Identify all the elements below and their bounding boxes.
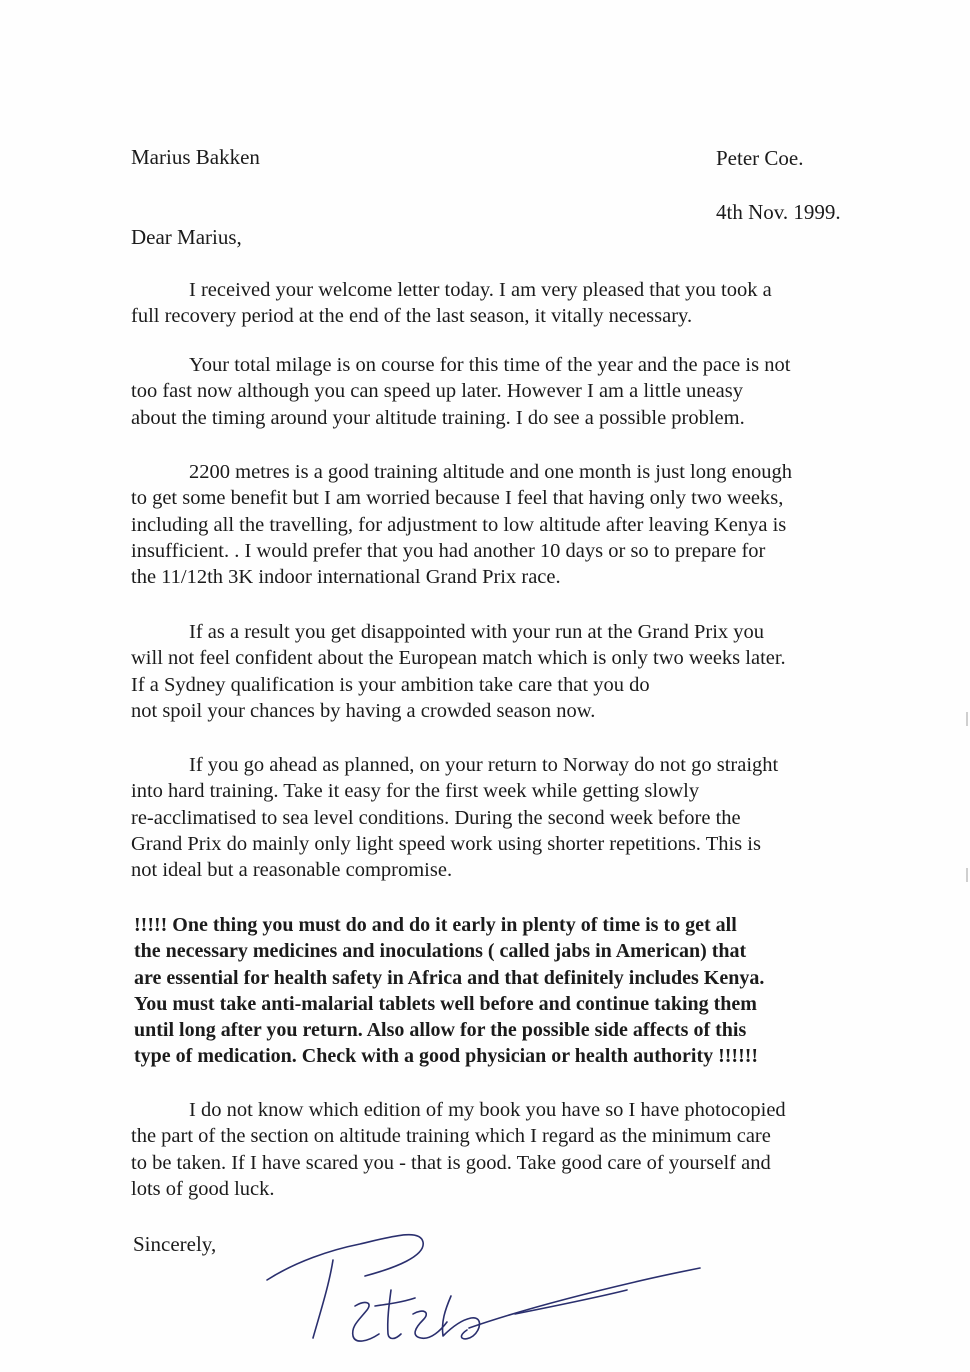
body-paragraph-2 xyxy=(131,352,871,431)
body-paragraph-5 xyxy=(131,752,871,883)
paragraph-line: to get some benefit but I am worried because I feel that having only two weeks, xyxy=(131,487,784,510)
body-paragraph-4 xyxy=(131,619,871,724)
paragraph-line: about the timing around your altitude training. I do see a possible problem. xyxy=(131,406,745,429)
paragraph-line: lots of good luck. xyxy=(131,1177,275,1200)
paragraph-line: If you go ahead as planned, on your return to Norway do not go straight xyxy=(189,754,779,776)
body-paragraph-1 xyxy=(131,277,871,330)
salutation: Dear Marius, xyxy=(131,225,242,249)
paragraph-line: Your total milage is on course for this time of the year and the pace is not xyxy=(189,354,791,376)
paragraph-line: not spoil your chances by having a crowded season now. xyxy=(131,699,596,722)
paragraph-line: into hard training. Take it easy for the first week while getting slowly xyxy=(131,780,700,803)
paragraph-line: until long after you return. Also allow for the possible side affects of this xyxy=(134,1019,747,1042)
paragraph-line: the necessary medicines and inoculations ( called jabs in American) that xyxy=(134,940,747,963)
paragraph-line: are essential for health safety in Africa and that definitely includes Kenya. xyxy=(134,966,765,989)
paragraph-line: including all the travelling, for adjustment to low altitude after leaving Kenya is xyxy=(131,513,787,536)
letter-date: 4th Nov. 1999. xyxy=(716,200,841,224)
body-paragraph-3 xyxy=(131,459,871,590)
paragraph-line: Grand Prix do mainly only light speed work using shorter repetitions. This is xyxy=(131,832,761,855)
warning-paragraph xyxy=(134,912,874,1070)
paragraph-line: If as a result you get disappointed with your run at the Grand Prix you xyxy=(189,621,765,643)
paragraph-line: 2200 metres is a good training altitude and one month is just long enough xyxy=(189,461,792,483)
paragraph-line: the part of the section on altitude training which I regard as the minimum care xyxy=(131,1125,771,1148)
scan-mark xyxy=(966,712,968,726)
paragraph-line: the 11/12th 3K indoor international Grand Prix race. xyxy=(131,566,561,589)
recipient-name: Marius Bakken xyxy=(131,145,260,169)
scan-mark xyxy=(966,868,968,882)
closing: Sincerely, xyxy=(133,1232,217,1256)
paragraph-line: not ideal but a reasonable compromise. xyxy=(131,859,453,882)
paragraph-line: full recovery period at the end of the last season, it vitally necessary. xyxy=(131,305,693,328)
paragraph-line: type of medication. Check with a good physician or health authority !!!!!! xyxy=(134,1045,759,1068)
sender-name: Peter Coe. xyxy=(716,146,804,170)
paragraph-line: too fast now although you can speed up later. However I am a little uneasy xyxy=(131,380,743,403)
paragraph-line: You must take anti-malarial tablets well before and continue taking them xyxy=(134,992,757,1015)
body-paragraph-7 xyxy=(131,1097,871,1202)
paragraph-line: will not feel confident about the European match which is only two weeks later. xyxy=(131,647,786,670)
paragraph-line: to be taken. If I have scared you - that is good. Take good care of yourself and xyxy=(131,1151,771,1174)
paragraph-line: !!!!! One thing you must do and do it early in plenty of time is to get all xyxy=(134,914,737,936)
paragraph-line: I do not know which edition of my book you have so I have photocopied xyxy=(189,1099,786,1121)
paragraph-line: I received your welcome letter today. I am very pleased that you took a xyxy=(189,279,772,301)
paragraph-line: re-acclimatised to sea level conditions. During the second week before the xyxy=(131,806,741,829)
paragraph-line: If a Sydney qualification is your ambition take care that you do xyxy=(131,673,650,696)
handwritten-signature xyxy=(255,1210,715,1370)
paragraph-line: insufficient. . I would prefer that you had another 10 days or so to prepare for xyxy=(131,539,766,562)
